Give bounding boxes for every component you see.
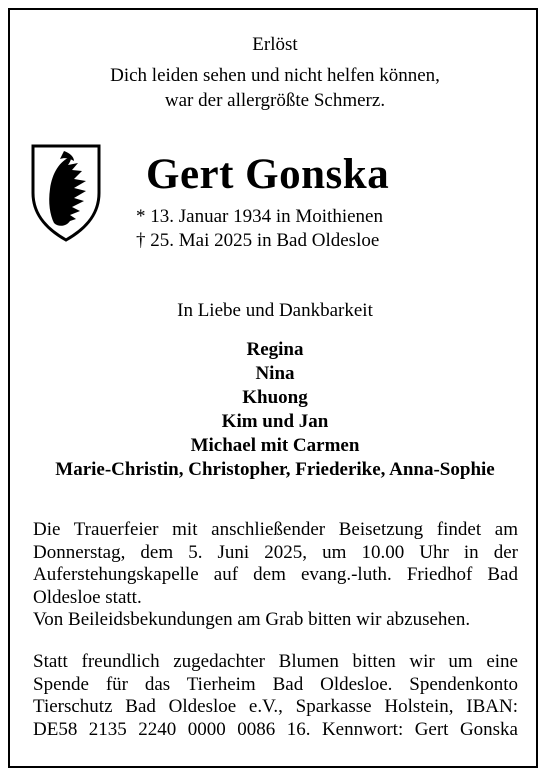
funeral-notice (33, 519, 518, 632)
funeral-line: Die Trauerfeier mit anschließender Beisetzung findet am (33, 519, 518, 540)
donation-notice (33, 651, 518, 741)
donation-line: Spende für das Tierheim Bad Oldesloe. Spendenkonto (33, 673, 518, 695)
funeral-line: Donnerstag, dem 5. Juni 2025, um 10.00 Uhr in der (33, 541, 518, 563)
mourner-name: Kim und Jan (221, 411, 329, 432)
mourners-intro: In Liebe und Dankbarkeit (177, 300, 373, 321)
funeral-line: Von Beileidsbekundungen am Grab bitten wir abzusehen. (33, 609, 471, 630)
mourner-name: Nina (255, 363, 295, 384)
donation-line: Statt freundlich zugedachter Blumen bitten wir um eine (33, 651, 518, 672)
coat-of-arms-shield-icon (30, 143, 102, 243)
donation-line: Tierschutz Bad Oldesloe e.V., Sparkasse Holstein, IBAN: (33, 696, 518, 717)
death-date: † 25. Mai 2025 in Bad Oldesloe (136, 230, 380, 251)
verse-line-3: war der allergrößte Schmerz. (164, 90, 386, 111)
donation-line: DE58 2135 2240 0000 0086 16. Kennwort: Gert Gonska (33, 718, 518, 740)
mourner-name: Khuong (242, 387, 308, 408)
verse-line-2: Dich leiden sehen und nicht helfen können, (110, 65, 440, 86)
deceased-name: Gert Gonska (146, 151, 390, 198)
mourner-name: Michael mit Carmen (190, 435, 360, 456)
verse-line-1: Erlöst (252, 34, 298, 55)
mourner-name: Marie-Christin, Christopher, Friederike, Anna-Sophie (55, 459, 495, 480)
mourner-name: Regina (246, 339, 304, 360)
birth-date: * 13. Januar 1934 in Moithienen (136, 206, 383, 227)
funeral-line: Oldesloe statt. (33, 586, 142, 608)
funeral-line: Auferstehungskapelle auf dem evang.-luth. Friedhof Bad (33, 564, 518, 585)
